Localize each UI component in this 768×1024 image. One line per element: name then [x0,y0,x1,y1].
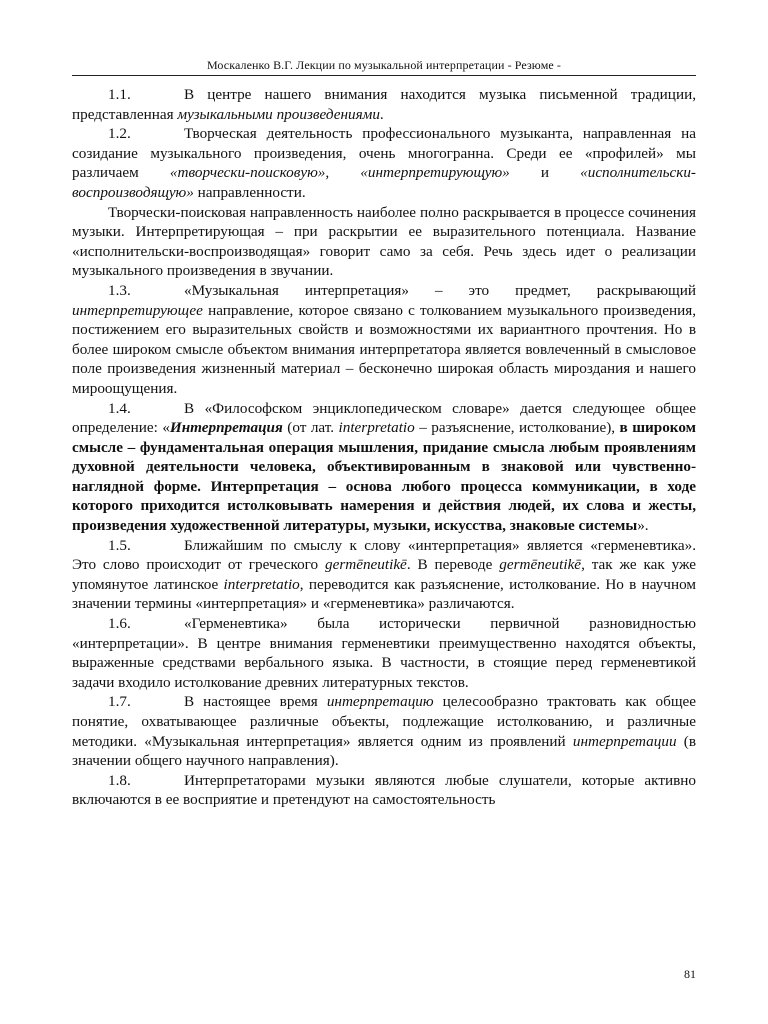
section-number: 1.2. [108,125,131,143]
paragraph-1-6: 1.6. «Герменевтика» была исторически первичной разновидностью «интерпретации». В центре внимания герменевтики преимущественно находятся объекты, выраженные средствами вербального языка. В частности, в стоящие перед герменевтикой задачи входило истолкование древних литературных текстов. [72,615,696,691]
section-number: 1.4. [108,399,131,417]
paragraph-1-1: 1.1. В центре нашего внимания находится музыка письменной традиции, представленная музыкальными произведениями. [72,86,696,123]
paragraph-creative-search: Творчески-поисковая направленность наиболее полно раскрывается в процессе сочинения музыки. Интерпретирующая – при раскрытии ее выразительного потенциала. Название «исполнительски-воспроизводящая» говорит само за себя. Речь здесь идет о реализации музыкального произведения в звучании. [72,203,696,280]
page-number: 81 [684,967,696,981]
paragraph-1-5: 1.5. Ближайшим по смыслу к слову «интерпретация» является «герменевтика». Это слово происходит от греческого germēneutikē. В переводе germēneutikē, так же как уже упомянутое латинское interpretatio, переводится как разъяснение, истолкование. Но в научном значении термины «интерпретация» и «герменевтика» различаются. [72,536,697,613]
section-number: 1.5. [108,536,131,554]
paragraph-1-3: 1.3. «Музыкальная интерпретация» – это предмет, раскрывающий интерпретирующее направление, которое связано с толкованием музыкального произведения, постижением его выразительных свойств и возможностями их вариантного прочтения. Но в более широком смысле объектом внимания интерпретатора является вовлеченный в смысловое поле произведения жизненный материал – бесконечно широкая область мироздания и нашего мироощущения. [72,281,696,397]
paragraph-1-8: 1.8. Интерпретаторами музыки являются любые слушатели, которые активно включаются в ее восприятие и претендуют на самостоятельность [72,771,696,809]
section-number: 1.1. [108,86,131,103]
paragraph-1-4: 1.4. В «Философском энциклопедическом словаре» дается следующее общее определение: «Интерпретация (от лат. interpretatio – разъяснение, истолкование), в широком смысле – фундаментальная операция мышления, придание смысла любым проявлениям духовной деятельности человека, объективированным в знаковой или чувственно-наглядной форме. Интерпретация – основа любого процесса коммуникации, в ходе которого приходится истолковывать намерения и действия людей, их слова и жесты, произведения художественной литературы, музыки, искусства, знаковые системы». [72,399,697,535]
paragraph-1-7: 1.7. В настоящее время интерпретацию целесообразно трактовать как общее понятие, охватывающее различные объекты, подлежащие истолкованию, и различные методики. «Музыкальная интерпретация» является одним из проявлений интерпретации (в значении общего научного направления). [72,693,696,770]
section-number: 1.3. [108,281,131,299]
running-header: Москаленко В.Г. Лекции по музыкальной интерпретации - Резюме - [206,58,562,72]
section-number: 1.8. [108,771,131,789]
paragraph-1-2: 1.2. Творческая деятельность профессионального музыканта, направленная на созидание музыкального произведения, очень многогранна. Среди ее «профилей» мы различаем «творчески-поисковую», «интерпретирующую» и «исполнительски-воспроизводящую» направленности. [72,125,696,201]
section-number: 1.7. [108,693,131,711]
document-body [72,85,696,810]
section-number: 1.6. [108,615,131,633]
header-rule [72,75,696,76]
